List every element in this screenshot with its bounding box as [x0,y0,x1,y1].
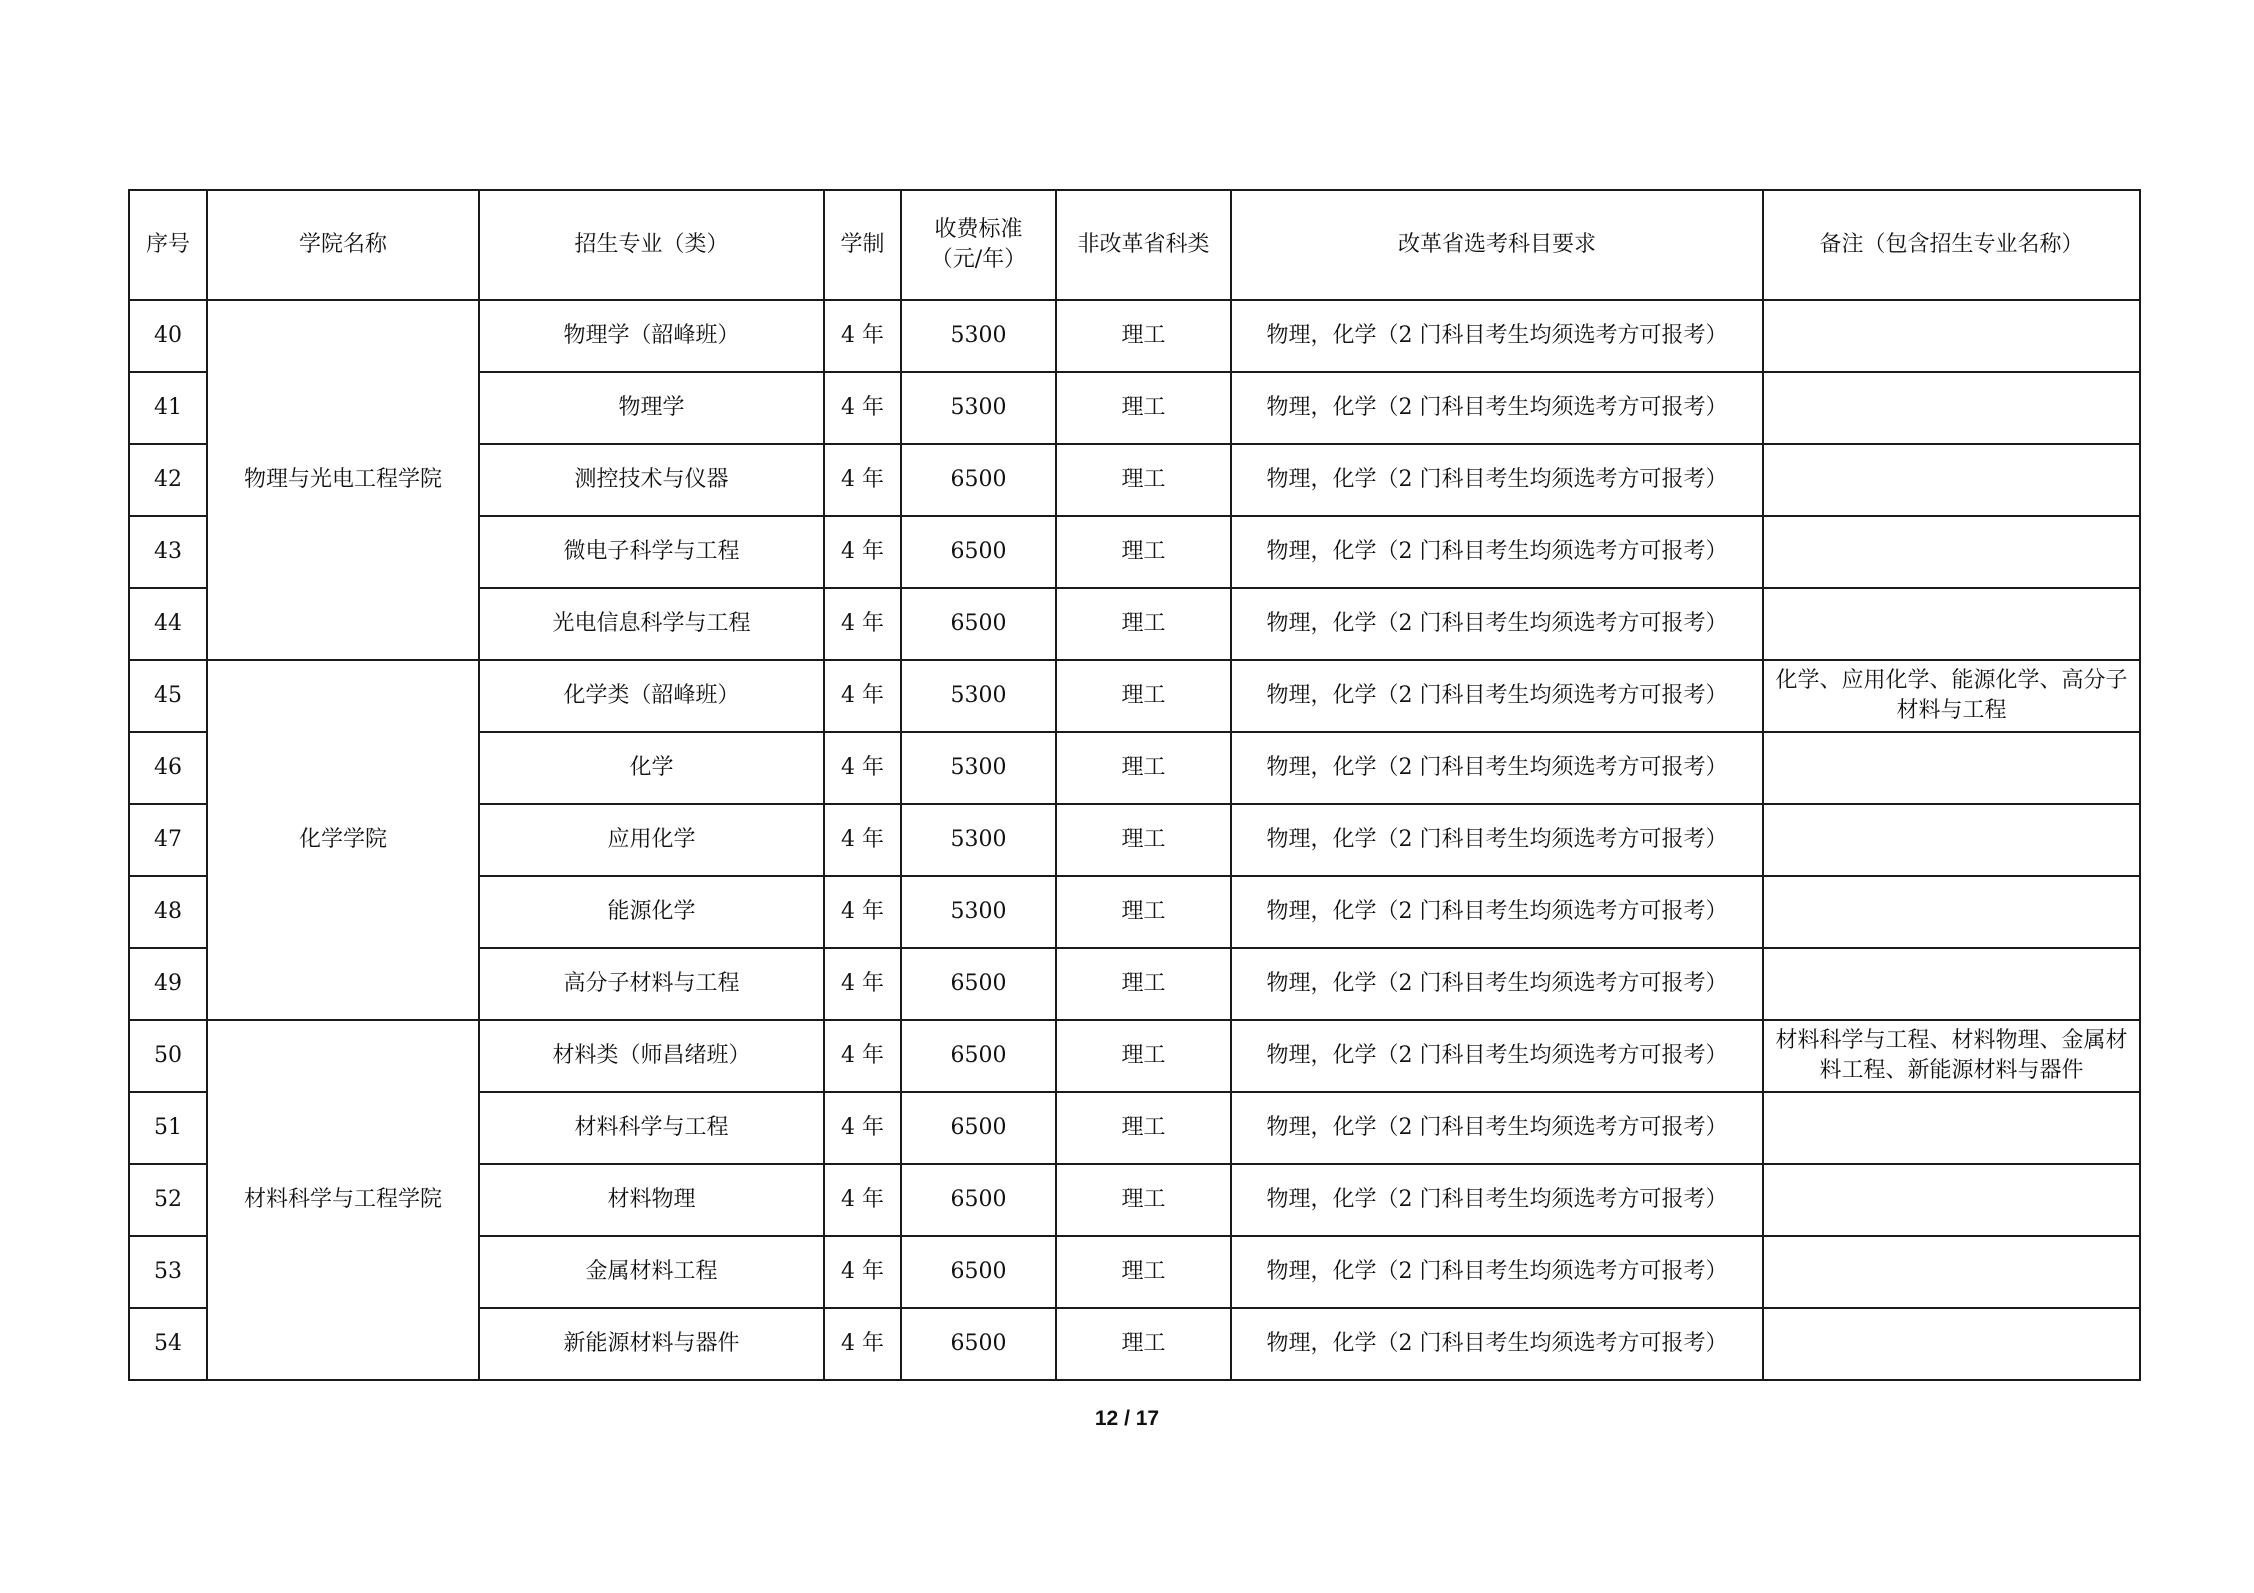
cell-duration: 4 年 [824,516,901,588]
cell-college: 化学学院 [207,660,479,1020]
cell-duration: 4 年 [824,300,901,372]
header-fee [901,190,1056,300]
header-major: 招生专业（类） [479,190,824,300]
cell-note [1763,948,2140,1020]
cell-note [1763,444,2140,516]
cell-subjects: 物理，化学（2 门科目考生均须选考方可报考） [1231,1092,1763,1164]
cell-subjects: 物理，化学（2 门科目考生均须选考方可报考） [1231,1164,1763,1236]
cell-major: 光电信息科学与工程 [479,588,824,660]
header-fee-line1: 收费标准 [934,217,1023,242]
header-category: 非改革省科类 [1056,190,1231,300]
cell-index: 40 [129,300,207,372]
cell-duration: 4 年 [824,876,901,948]
cell-index: 54 [129,1308,207,1380]
cell-fee: 6500 [901,1308,1056,1380]
cell-subjects: 物理，化学（2 门科目考生均须选考方可报考） [1231,444,1763,516]
cell-major: 金属材料工程 [479,1236,824,1308]
cell-note [1763,732,2140,804]
cell-index: 41 [129,372,207,444]
cell-note [1763,1236,2140,1308]
cell-note [1763,876,2140,948]
cell-major: 高分子材料与工程 [479,948,824,1020]
cell-category: 理工 [1056,516,1231,588]
cell-subjects: 物理，化学（2 门科目考生均须选考方可报考） [1231,1308,1763,1380]
cell-note [1763,588,2140,660]
cell-major: 测控技术与仪器 [479,444,824,516]
cell-fee: 5300 [901,660,1056,732]
cell-category: 理工 [1056,1092,1231,1164]
cell-duration: 4 年 [824,1020,901,1092]
cell-duration: 4 年 [824,588,901,660]
cell-index: 47 [129,804,207,876]
cell-index: 45 [129,660,207,732]
cell-subjects: 物理，化学（2 门科目考生均须选考方可报考） [1231,948,1763,1020]
cell-note [1763,1092,2140,1164]
cell-note: 化学、应用化学、能源化学、高分子材料与工程 [1763,660,2140,732]
cell-note [1763,516,2140,588]
cell-major: 物理学 [479,372,824,444]
cell-subjects: 物理，化学（2 门科目考生均须选考方可报考） [1231,1236,1763,1308]
cell-duration: 4 年 [824,372,901,444]
cell-fee: 5300 [901,300,1056,372]
cell-note [1763,1308,2140,1380]
cell-category: 理工 [1056,876,1231,948]
cell-subjects: 物理，化学（2 门科目考生均须选考方可报考） [1231,588,1763,660]
cell-subjects: 物理，化学（2 门科目考生均须选考方可报考） [1231,876,1763,948]
cell-index: 50 [129,1020,207,1092]
cell-category: 理工 [1056,1020,1231,1092]
admissions-table [128,189,2141,1381]
cell-major: 材料物理 [479,1164,824,1236]
cell-index: 51 [129,1092,207,1164]
cell-major: 材料类（师昌绪班） [479,1020,824,1092]
cell-subjects: 物理，化学（2 门科目考生均须选考方可报考） [1231,804,1763,876]
cell-category: 理工 [1056,300,1231,372]
table-row [129,1020,2140,1092]
cell-fee: 6500 [901,1092,1056,1164]
cell-category: 理工 [1056,1308,1231,1380]
cell-major: 化学 [479,732,824,804]
cell-category: 理工 [1056,660,1231,732]
cell-major: 化学类（韶峰班） [479,660,824,732]
cell-index: 49 [129,948,207,1020]
cell-fee: 6500 [901,588,1056,660]
cell-major: 微电子科学与工程 [479,516,824,588]
cell-index: 42 [129,444,207,516]
cell-major: 应用化学 [479,804,824,876]
cell-duration: 4 年 [824,804,901,876]
cell-index: 53 [129,1236,207,1308]
cell-fee: 6500 [901,1236,1056,1308]
cell-note [1763,1164,2140,1236]
cell-subjects: 物理，化学（2 门科目考生均须选考方可报考） [1231,732,1763,804]
cell-major: 能源化学 [479,876,824,948]
cell-duration: 4 年 [824,444,901,516]
cell-category: 理工 [1056,444,1231,516]
cell-fee: 5300 [901,372,1056,444]
cell-fee: 6500 [901,516,1056,588]
table-header-row [129,190,2140,300]
header-college: 学院名称 [207,190,479,300]
cell-index: 43 [129,516,207,588]
cell-duration: 4 年 [824,660,901,732]
cell-fee: 5300 [901,804,1056,876]
cell-category: 理工 [1056,588,1231,660]
cell-major: 材料科学与工程 [479,1092,824,1164]
cell-category: 理工 [1056,1164,1231,1236]
cell-fee: 6500 [901,1164,1056,1236]
table-row [129,660,2140,732]
header-duration: 学制 [824,190,901,300]
cell-category: 理工 [1056,372,1231,444]
cell-index: 52 [129,1164,207,1236]
table-row [129,300,2140,372]
cell-note [1763,804,2140,876]
cell-major: 新能源材料与器件 [479,1308,824,1380]
cell-duration: 4 年 [824,948,901,1020]
cell-fee: 6500 [901,948,1056,1020]
cell-note [1763,372,2140,444]
header-subjects: 改革省选考科目要求 [1231,190,1763,300]
cell-major: 物理学（韶峰班） [479,300,824,372]
cell-category: 理工 [1056,1236,1231,1308]
cell-duration: 4 年 [824,1164,901,1236]
cell-subjects: 物理，化学（2 门科目考生均须选考方可报考） [1231,372,1763,444]
cell-note: 材料科学与工程、材料物理、金属材料工程、新能源材料与器件 [1763,1020,2140,1092]
cell-note [1763,300,2140,372]
cell-college: 物理与光电工程学院 [207,300,479,660]
cell-subjects: 物理，化学（2 门科目考生均须选考方可报考） [1231,516,1763,588]
cell-fee: 5300 [901,876,1056,948]
header-note: 备注（包含招生专业名称） [1763,190,2140,300]
cell-duration: 4 年 [824,732,901,804]
cell-duration: 4 年 [824,1236,901,1308]
cell-index: 44 [129,588,207,660]
cell-index: 46 [129,732,207,804]
cell-index: 48 [129,876,207,948]
cell-duration: 4 年 [824,1092,901,1164]
page-number: 12 / 17 [1094,1407,1160,1430]
cell-duration: 4 年 [824,1308,901,1380]
cell-fee: 5300 [901,732,1056,804]
cell-subjects: 物理，化学（2 门科目考生均须选考方可报考） [1231,660,1763,732]
cell-category: 理工 [1056,804,1231,876]
header-fee-line2: （元/年） [930,247,1027,272]
cell-fee: 6500 [901,444,1056,516]
cell-category: 理工 [1056,948,1231,1020]
cell-fee: 6500 [901,1020,1056,1092]
cell-college: 材料科学与工程学院 [207,1020,479,1380]
cell-subjects: 物理，化学（2 门科目考生均须选考方可报考） [1231,300,1763,372]
cell-category: 理工 [1056,732,1231,804]
cell-subjects: 物理，化学（2 门科目考生均须选考方可报考） [1231,1020,1763,1092]
header-index: 序号 [129,190,207,300]
